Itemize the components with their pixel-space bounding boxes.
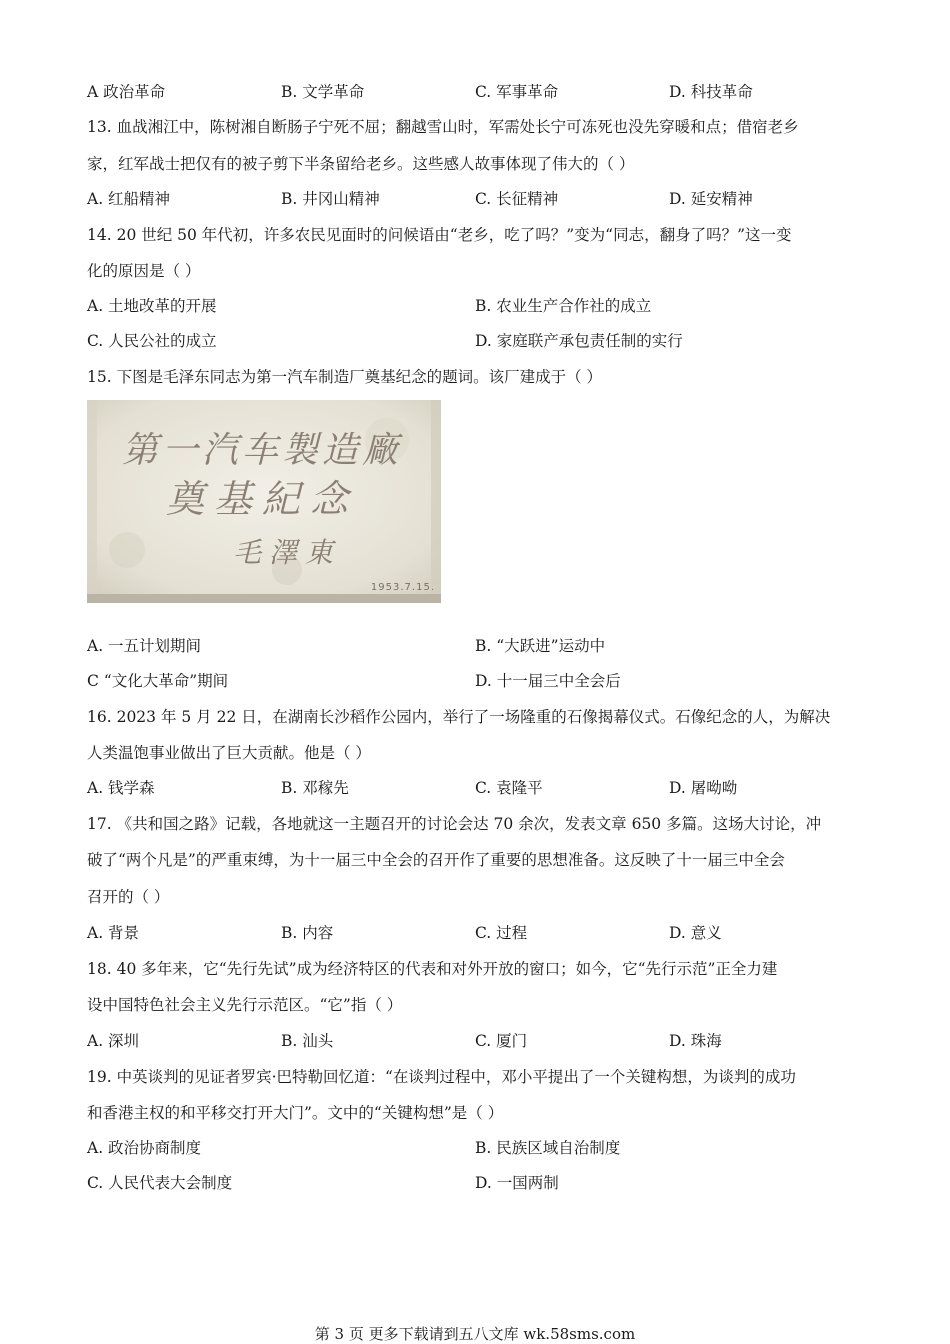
page-footer: 第 3 页 更多下载请到五八文库 wk.58sms.com: [314, 1325, 636, 1343]
inscription-signature: 毛澤東: [232, 536, 342, 569]
q12-option-b: B. 文学革命: [281, 83, 365, 101]
q13-text-line-1: 13. 血战湘江中，陈树湘自断肠子宁死不屈；翻越雪山时，军需处长宁可冻死也没先穿暖和点；借宿老乡: [87, 118, 799, 136]
q14-option-d: D. 家庭联产承包责任制的实行: [475, 332, 683, 350]
q16-option-d: D. 屠呦呦: [669, 779, 738, 797]
inscription-line-1: 第一汽车製造廠: [121, 430, 403, 471]
q13-option-b: B. 井冈山精神: [281, 190, 380, 208]
q15-option-a: A. 一五计划期间: [87, 637, 202, 655]
q13-option-d: D. 延安精神: [669, 190, 753, 208]
q19-option-c: C. 人民代表大会制度: [87, 1174, 233, 1192]
q17-text-line-1: 17. 《共和国之路》记载，各地就这一主题召开的讨论会达 70 余次，发表文章 650 多篇。这场大讨论，冲: [87, 815, 822, 833]
inscription-line-2: 奠基紀念: [165, 477, 359, 521]
q15-text-line-1: 15. 下图是毛泽东同志为第一汽车制造厂奠基纪念的题词。该厂建成于（ ）: [87, 368, 603, 386]
q17-option-d: D. 意义: [669, 924, 722, 942]
q13-text-line-2: 家，红军战士把仅有的被子剪下半条留给老乡。这些感人故事体现了伟大的（ ）: [87, 155, 635, 173]
q19-option-a: A. 政治协商制度: [87, 1139, 202, 1157]
q18-option-a: A. 深圳: [87, 1032, 140, 1050]
q16-text-line-2: 人类温饱事业做出了巨大贡献。他是（ ）: [87, 744, 371, 762]
q16-text-line-1: 16. 2023 年 5 月 22 日，在湖南长沙稻作公园内，举行了一场隆重的石像揭幕仪式。石像纪念的人，为解决: [87, 708, 831, 726]
q15-option-b: B. “大跃进”运动中: [475, 637, 606, 655]
q14-option-b: B. 农业生产合作社的成立: [475, 297, 652, 315]
q18-text-line-2: 设中国特色社会主义先行示范区。“它”指（ ）: [87, 996, 403, 1014]
inscription-image: [87, 400, 441, 603]
q12-option-a: A 政治革命: [87, 83, 166, 101]
q18-text-line-1: 18. 40 多年来，它“先行先试”成为经济特区的代表和对外开放的窗口；如今，它“先行示范”正全力建: [87, 960, 778, 978]
q16-option-a: A. 钱学森: [87, 779, 155, 797]
q14-text-line-2: 化的原因是（ ）: [87, 262, 201, 280]
q13-option-a: A. 红船精神: [87, 190, 171, 208]
q17-option-b: B. 内容: [281, 924, 334, 942]
q18-option-d: D. 珠海: [669, 1032, 722, 1050]
q15-option-d: D. 十一届三中全会后: [475, 672, 621, 690]
q19-text-line-1: 19. 中英谈判的见证者罗宾·巴特勒回忆道：“在谈判过程中，邓小平提出了一个关键构想，为谈判的成功: [87, 1068, 796, 1086]
q17-text-line-3: 召开的（ ）: [87, 888, 170, 906]
q14-option-a: A. 土地改革的开展: [87, 297, 217, 315]
q12-option-c: C. 军事革命: [475, 83, 559, 101]
q17-option-c: C. 过程: [475, 924, 528, 942]
q15-option-c: C “文化大革命”期间: [87, 672, 229, 690]
q13-option-c: C. 长征精神: [475, 190, 559, 208]
q17-option-a: A. 背景: [87, 924, 140, 942]
q12-option-d: D. 科技革命: [669, 83, 753, 101]
inscription-date: 1953.7.15.: [370, 582, 435, 593]
q14-option-c: C. 人民公社的成立: [87, 332, 217, 350]
q17-text-line-2: 破了“两个凡是”的严重束缚，为十一届三中全会的召开作了重要的思想准备。这反映了十一届三中全会: [87, 851, 785, 869]
q18-option-b: B. 汕头: [281, 1032, 334, 1050]
q16-option-c: C. 袁隆平: [475, 779, 543, 797]
q19-option-b: B. 民族区域自治制度: [475, 1139, 621, 1157]
q16-option-b: B. 邓稼先: [281, 779, 349, 797]
q18-option-c: C. 厦门: [475, 1032, 528, 1050]
q19-option-d: D. 一国两制: [475, 1174, 559, 1192]
q19-text-line-2: 和香港主权的和平移交打开大门”。文中的“关键构想”是（ ）: [87, 1104, 504, 1122]
q14-text-line-1: 14. 20 世纪 50 年代初，许多农民见面时的问候语由“老乡，吃了吗？”变为“同志，翻身了吗？”这一变: [87, 226, 792, 244]
